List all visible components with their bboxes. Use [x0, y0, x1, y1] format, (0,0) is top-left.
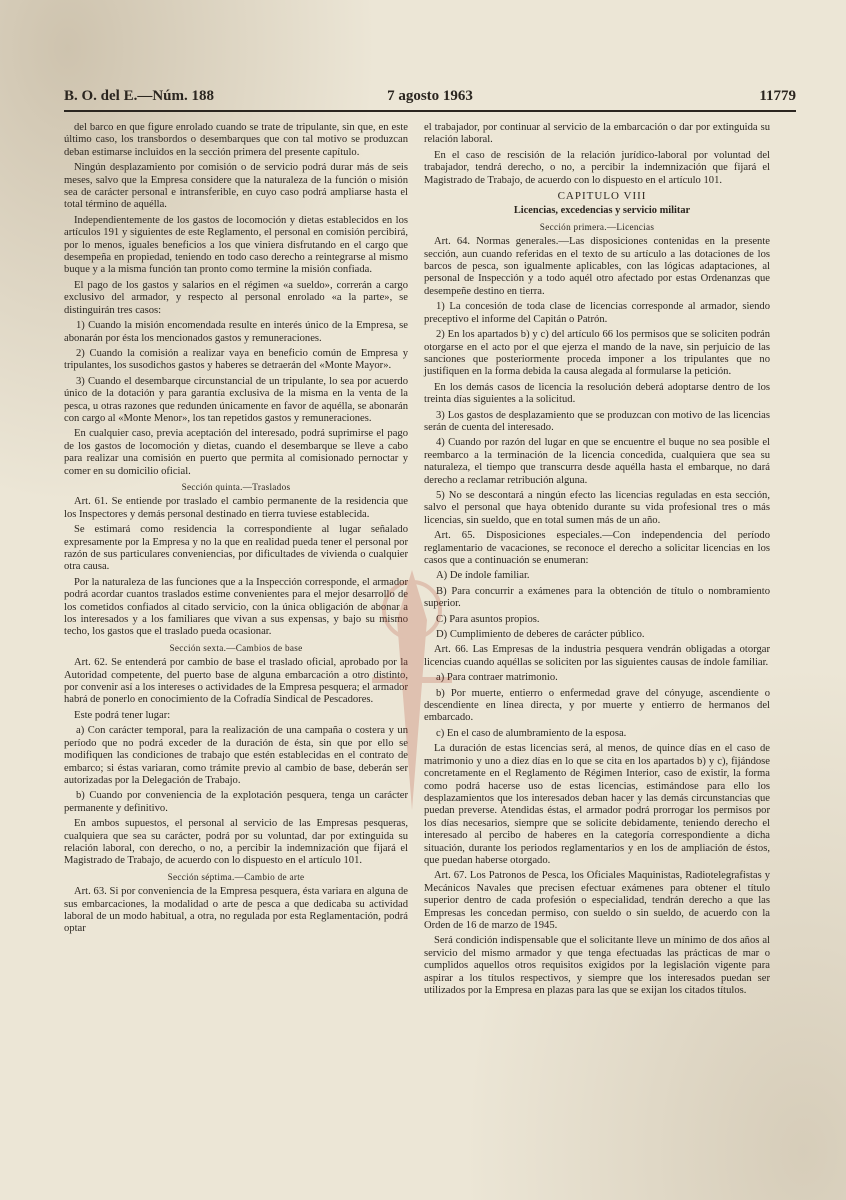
paragraph: Art. 62. Se entenderá por cambio de base el traslado oficial, aprobado por la Autoridad competente, del puerto base de alguna embarcación a otro distinto, por convenir así a los intereses o actividades de la Empresa pesquera; el armador habrá de ponerlo en conocimiento de la Cofradía Sindical de Pescadores.: [64, 657, 408, 706]
paragraph: En cualquier caso, previa aceptación del interesado, podrá suprimirse el pago de los gastos de locomoción y dietas, cuando el desembarque se lleve a cabo para realizar una comisión en puerto que permita al comisionado pernoctar y comer en su domicilio oficial.: [64, 428, 408, 477]
list-item: a) Con carácter temporal, para la realización de una campaña o costera y un período que no podrá exceder de la duración de ésta, sin que por ello se modifiquen las condiciones de trabajo que estén establecidas en el contrato de embarco; si éstas variaran, como trámite previo al cambio de base, deberán ser autorizadas por la Delegación de Trabajo.: [64, 725, 408, 786]
chapter-subtitle: Licencias, excedencias y servicio militar: [513, 205, 691, 217]
chapter-heading: CAPITULO VIII: [557, 190, 647, 203]
publication-date: 7 agosto 1963: [387, 88, 473, 104]
paragraph: Art. 61. Se entiende por traslado el cambio permanente de la residencia que los Inspectores y demás personal destinado en tierra tuviese establecida.: [64, 496, 408, 520]
paragraph: el trabajador, por continuar al servicio de la embarcación o dar por extinguida su relación laboral.: [424, 122, 770, 146]
paragraph: Art. 65. Disposiciones especiales.—Con independencia del período reglamentario de vacaciones, se reconoce el derecho a solicitar licencias en los casos que a continuación se enumeran:: [424, 530, 770, 566]
list-item: 5) No se descontará a ningún efecto las licencias reguladas en esta sección, salvo el personal que haya obtenido durante su vida profesional tres o más licencias, sin sueldo, que en total sumen más de un año.: [424, 489, 770, 526]
paragraph: Independientemente de los gastos de locomoción y dietas establecidos en los artículos 191 y siguientes de este Reglamento, el personal en comisión percibirá, por lo menos, iguales beneficios a los que viniera disfrutando en el cargo que desempeña en propiedad, teniendo en todo caso derecho a reintegrarse al mismo buque y a la misma función tan pronto como termine la misión confiada.: [64, 214, 408, 276]
paragraph: Art. 66. Las Empresas de la industria pesquera vendrán obligadas a otorgar licencias cuando aquéllas se soliciten por las siguientes causas de índole familiar.: [424, 644, 770, 668]
list-item: C) Para asuntos propios.: [436, 613, 540, 625]
list-item: b) Cuando por conveniencia de la explotación pesquera, tenga un carácter permanente y definitivo.: [64, 790, 408, 814]
list-item: D) Cumplimiento de deberes de carácter público.: [436, 629, 645, 641]
list-item: 1) La concesión de toda clase de licencias corresponde al armador, siendo preceptivo el informe del Capitán o Patrón.: [424, 301, 770, 325]
list-item: 3) Los gastos de desplazamiento que se produzcan con motivo de las licencias serán de cuenta del interesado.: [424, 409, 770, 433]
paragraph: Será condición indispensable que el solicitante lleve un mínimo de dos años al servicio del mismo armador y que tenga efectuadas las prácticas de mar o cumplidos aquellos otros requisitos exigidos por la legislación vigente para aspirar a los títulos respectivos, y siempre que los interesados puedan ser utilizados por la Empresa en plazas para las que se exijan los citados títulos.: [424, 935, 770, 996]
paragraph: En ambos supuestos, el personal al servicio de las Empresas pesqueras, cualquiera que sea su carácter, podrá por su voluntad, dar por extinguida su relación laboral, con derecho, o no, a percibir la indemnización que fijará el Magistrado de Trabajo, de acuerdo con lo dispuesto en el artículo 101.: [64, 818, 408, 867]
paragraph: Por la naturaleza de las funciones que a la Inspección corresponde, el armador podrá acordar cuantos traslados estime convenientes para el mejor desarrollo de los cometidos confiados al citado servicio, con la única obligación de abonar a los interesados y a los familiares que vivan a sus expensas, y bajo su mismo techo, los gastos que el traslado pueda ocasionar.: [64, 576, 408, 638]
paragraph: del barco en que figure enrolado cuando se trate de tripulante, sin que, en este último caso, los transbordos o desembarques que con tal motivo se produzcan deban estimarse incluidos en la sección primera del presente capítulo.: [64, 122, 408, 158]
list-item: 2) Cuando la comisión a realizar vaya en beneficio común de Empresa y tripulantes, los susodichos gastos y haberes se detraerán del «Monte Mayor».: [64, 347, 408, 372]
paragraph: En el caso de rescisión de la relación jurídico-laboral por voluntad del trabajador, tendrá derecho, o no, a percibir la indemnización que fijará el Magistrado de Trabajo, de acuerdo con lo dispuesto en el artículo 101.: [424, 149, 770, 186]
paragraph: Este podrá tener lugar:: [74, 709, 171, 721]
section-heading: Sección quinta.—Traslados: [181, 481, 291, 492]
list-item: c) En el caso de alumbramiento de la esposa.: [436, 727, 627, 739]
list-item: A) De índole familiar.: [436, 570, 530, 582]
right-column: [424, 122, 770, 1000]
paragraph: Art. 67. Los Patronos de Pesca, los Oficiales Maquinistas, Radiotelegrafistas y Mecánicos Navales que precisen efectuar exámenes para obtener el título superior dentro de cada profesión o especialidad, tendrán derecho a que las Empresas les concedan permiso, con sueldo o sin sueldo, de acuerdo con la Orden de 16 de marzo de 1945.: [424, 870, 770, 931]
left-column: [64, 122, 408, 939]
publication-title: B. O. del E.—Núm. 188: [64, 88, 215, 104]
paragraph: Art. 63. Si por conveniencia de la Empresa pesquera, ésta variara en alguna de sus embarcaciones, la modalidad o arte de pesca a que dedicaba su actividad laboral de un modo habitual, a otra, no regulada por esta Reglamentación, podrá optar: [64, 886, 408, 935]
list-item: 4) Cuando por razón del lugar en que se encuentre el buque no sea posible el reembarco a la terminación de la licencia concedida, cualquiera que sea su naturaleza, el tiempo que transcurra desde aquélla hasta el embarque, no dará derecho a reclamar retribución alguna.: [424, 437, 770, 486]
list-item: b) Por muerte, entierro o enfermedad grave del cónyuge, ascendiente o descendiente en línea directa, y por muerte y entierro de hermanos del embarcado.: [424, 687, 770, 724]
paragraph: El pago de los gastos y salarios en el régimen «a sueldo», correrán a cargo exclusivo del armador, y respecto al personal enrolado «a la parte», se distinguirán tres casos:: [64, 279, 408, 316]
paragraph: La duración de estas licencias será, al menos, de quince días en el caso de matrimonio y uno a diez días en lo que se cita en los apartados b) y c), fijándose concretamente en el Reglamento de Régimen Interior, caso de existir, la forma como podrá hacerse uso de estas licencias, estimándose para ello los desplazamientos que los interesados deban hacer y las demás circunstancias que puedan preverse. Atendidas éstas, el armador podrá prorrogar los permisos por los días necesarios, siempre que se solicite debidamente, teniendo derecho el interesado al percibo de haberes en la categoría correspondiente a dicha situación, durante los periodos reglamentarios y en los de ampliación de éstos, que puedan haberse otorgado.: [424, 743, 770, 866]
section-heading: Sección sexta.—Cambios de base: [169, 642, 303, 653]
page-number: 11779: [759, 88, 796, 104]
list-item: B) Para concurrir a exámenes para la obtención de título o nombramiento superior.: [424, 585, 770, 610]
paragraph: Se estimará como residencia la correspondiente al lugar señalado expresamente por la Empresa y no la que en realidad pueda tener el personal por razón de sus particulares conveniencias, por dificultades de vivienda o cualquier otra causa.: [64, 524, 408, 573]
section-heading: Sección primera.—Licencias: [539, 221, 655, 232]
paragraph: Ningún desplazamiento por comisión o de servicio podrá durar más de seis meses, salvo que la Empresa considere que la naturaleza de la función o misión sea de carácter personal e intransferible, en cuyo caso podrá ampliarse hasta el total término de aquélla.: [64, 162, 408, 211]
list-item: a) Para contraer matrimonio.: [436, 672, 558, 684]
paragraph: Art. 64. Normas generales.—Las disposiciones contenidas en la presente sección, aun cuando referidas en el texto de su artículo a las dotaciones de los barcos de pesca, son igualmente aplicables, con las lógicas adaptaciones, al personal de Inspección y a todo aquél otro afectado por estas Ordenanzas que desempeñe destino en tierra.: [424, 236, 770, 297]
paragraph: En los demás casos de licencia la resolución deberá adoptarse dentro de los treinta días siguientes a la solicitud.: [424, 381, 770, 406]
page-header: [64, 88, 796, 112]
list-item: 2) En los apartados b) y c) del artículo 66 los permisos que se soliciten podrán otorgarse en el acto por el que ejerza el mando de la nave, sin perjuicio de las sanciones que posteriormente proceda imponer a los tripulantes que no justifiquen en la forma debida la causa alegada al formularse la petición.: [424, 329, 770, 378]
list-item: 1) Cuando la misión encomendada resulte en interés único de la Empresa, se abonarán por ésta los mencionados gastos y remuneraciones.: [64, 320, 408, 344]
list-item: 3) Cuando el desembarque circunstancial de un tripulante, lo sea por acuerdo único de la dotación y para garantía exclusiva de la misma en la venta de la pesca, u otras razones que redunden únicamente en favor de aquélla, se abonarán con cargo al «Monte Menor», los tan repetidos gastos y remuneraciones.: [64, 375, 408, 424]
section-heading: Sección séptima.—Cambio de arte: [167, 871, 305, 882]
